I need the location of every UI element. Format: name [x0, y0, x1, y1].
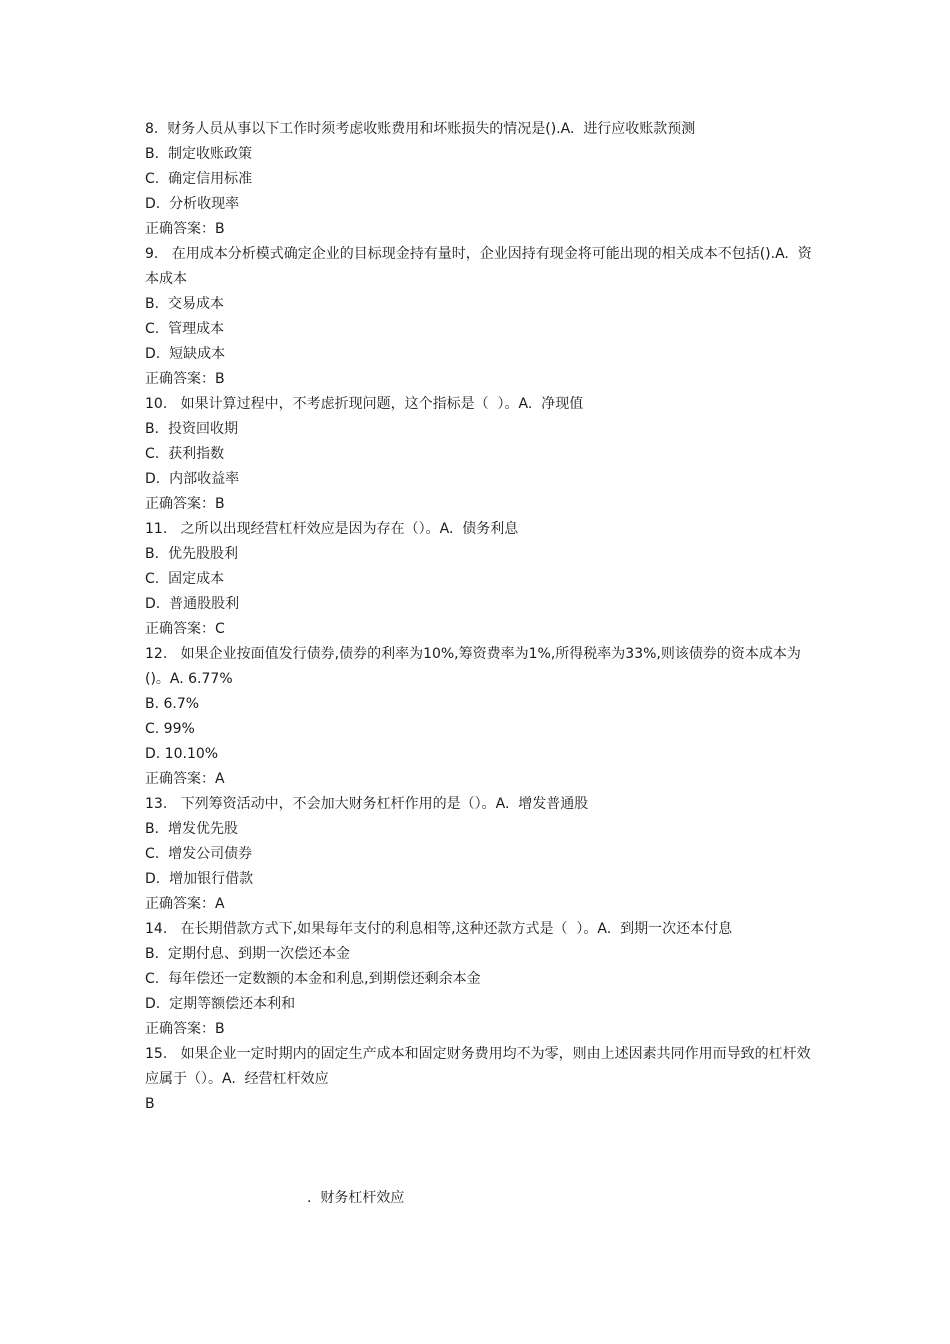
q13-option-d: D. 增加银行借款 — [145, 871, 254, 887]
q11-option-d: D. 普通股股利 — [145, 596, 240, 612]
q9-stem: 9. 在用成本分析模式确定企业的目标现金持有量时，企业因持有现金将可能出现的相关成本不包括().A. 资本成本 — [145, 246, 812, 287]
q14-option-d: D. 定期等额偿还本利和 — [145, 996, 296, 1012]
q10-option-b: B. 投资回收期 — [145, 421, 238, 437]
q12-stem: 12. 如果企业按面值发行债券,债券的利率为10%,筹资费率为1%,所得税率为33%,则该债券的资本成本为()。A. 6.77% — [145, 646, 801, 687]
q10-option-c: C. 获利指数 — [145, 446, 225, 462]
q10-option-d: D. 内部收益率 — [145, 471, 240, 487]
q9-option-c: C. 管理成本 — [145, 321, 225, 337]
q8-option-d: D. 分析收现率 — [145, 196, 240, 212]
q14-option-c: C. 每年偿还一定数额的本金和利息,到期偿还剩余本金 — [145, 971, 481, 987]
q12-option-d: D. 10.10% — [145, 746, 219, 762]
q12-option-b: B. 6.7% — [145, 696, 200, 712]
q13-option-b: B. 增发优先股 — [145, 821, 238, 837]
q10-answer: 正确答案：B — [145, 496, 225, 512]
q9-option-b: B. 交易成本 — [145, 296, 224, 312]
q14-option-b: B. 定期付息、到期一次偿还本金 — [145, 946, 350, 962]
q10-stem: 10. 如果计算过程中，不考虑折现问题，这个指标是（ ）。A. 净现值 — [145, 396, 584, 412]
q15-option-b-letter: B — [145, 1096, 155, 1112]
q12-answer: 正确答案：A — [145, 771, 225, 787]
q8-stem: 8. 财务人员从事以下工作时须考虑收账费用和坏账损失的情况是().A. 进行应收账款预测 — [145, 121, 696, 137]
question-list — [145, 117, 815, 1117]
q11-option-c: C. 固定成本 — [145, 571, 225, 587]
q12-option-c: C. 99% — [145, 721, 195, 737]
q14-stem: 14. 在长期借款方式下,如果每年支付的利息相等,这种还款方式是（ ）。A. 到期一次还本付息 — [145, 921, 733, 937]
q13-answer: 正确答案：A — [145, 896, 225, 912]
q11-option-b: B. 优先股股利 — [145, 546, 238, 562]
q13-option-c: C. 增发公司债券 — [145, 846, 253, 862]
q9-option-d: D. 短缺成本 — [145, 346, 226, 362]
q14-answer: 正确答案：B — [145, 1021, 225, 1037]
q15-stem: 15. 如果企业一定时期内的固定生产成本和固定财务费用均不为零，则由上述因素共同作用而导致的杠杆效应属于（）。A. 经营杠杆效应 — [145, 1046, 811, 1087]
q9-answer: 正确答案：B — [145, 371, 225, 387]
q8-option-b: B. 制定收账政策 — [145, 146, 252, 162]
q11-answer: 正确答案：C — [145, 621, 225, 637]
q15-option-b-text: . 财务杠杆效应 — [307, 1190, 405, 1206]
q13-stem: 13. 下列筹资活动中，不会加大财务杠杆作用的是（）。A. 增发普通股 — [145, 796, 589, 812]
q8-option-c: C. 确定信用标准 — [145, 171, 253, 187]
q11-stem: 11. 之所以出现经营杠杆效应是因为存在（）。A. 债务利息 — [145, 521, 519, 537]
q8-answer: 正确答案：B — [145, 221, 225, 237]
